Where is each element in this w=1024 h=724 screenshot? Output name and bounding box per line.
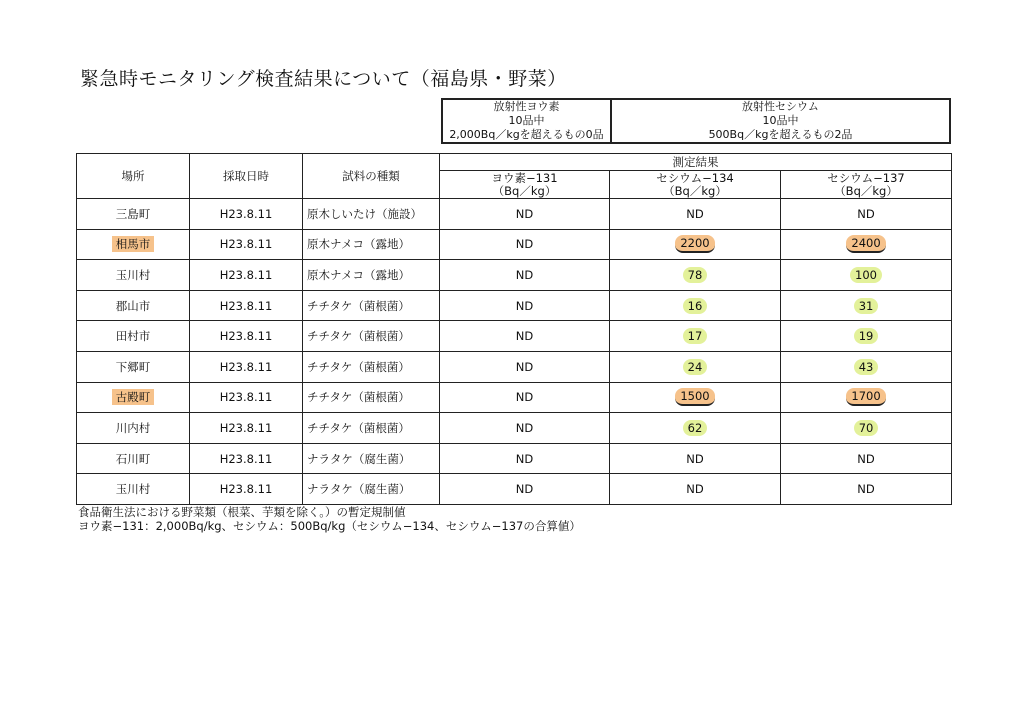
cesium-summary-count: 10品中 [762, 114, 799, 127]
place-name: 田村市 [115, 329, 151, 344]
cs137-value: 1700 [846, 388, 885, 406]
cell-cs137 [781, 260, 952, 291]
cs137-value: 100 [850, 267, 882, 283]
cell-sample: 原木ナメコ（露地） [303, 260, 440, 291]
results-table-body [77, 199, 952, 505]
cell-i131: ND [440, 351, 610, 382]
cell-cs134 [610, 260, 781, 291]
note-line-1: 食品衛生法における野菜類（根菜、芋類を除く。）の暫定規制値 [78, 505, 406, 519]
cell-i131: ND [440, 199, 610, 230]
summary-box [441, 98, 951, 144]
cell-cs134 [610, 474, 781, 505]
cell-cs137 [781, 443, 952, 474]
cell-place [77, 290, 190, 321]
cell-cs137 [781, 413, 952, 444]
cell-i131: ND [440, 260, 610, 291]
cell-sample: チチタケ（菌根菌） [303, 413, 440, 444]
header-results: 測定結果 [440, 154, 952, 171]
cs137-value: 70 [854, 420, 879, 436]
cs134-value: ND [686, 482, 704, 497]
header-date: 採取日時 [190, 154, 303, 199]
cell-cs134 [610, 382, 781, 413]
notes [78, 505, 581, 533]
cell-date: H23.8.11 [190, 290, 303, 321]
cell-i131: ND [440, 413, 610, 444]
cs134-value: 2200 [675, 235, 714, 253]
cs134-value: ND [686, 206, 704, 221]
cell-place [77, 260, 190, 291]
place-name: 相馬市 [112, 236, 155, 252]
page-title: 緊急時モニタリング検査結果について（福島県・野菜） [80, 68, 567, 90]
cell-place [77, 351, 190, 382]
cell-cs134 [610, 321, 781, 352]
cell-i131: ND [440, 321, 610, 352]
header-cs134 [610, 171, 781, 199]
cell-cs137 [781, 351, 952, 382]
header-sample: 試料の種類 [303, 154, 440, 199]
cell-sample: チチタケ（菌根菌） [303, 382, 440, 413]
cell-date: H23.8.11 [190, 474, 303, 505]
cs137-value: 31 [854, 298, 879, 314]
cell-date: H23.8.11 [190, 382, 303, 413]
cell-cs137 [781, 199, 952, 230]
header-i131 [440, 171, 610, 199]
iodine-summary [443, 100, 612, 142]
table-row [77, 413, 952, 444]
cell-cs134 [610, 229, 781, 260]
header-cs137-unit: （Bq／kg） [834, 183, 898, 198]
cell-i131: ND [440, 474, 610, 505]
table-row [77, 260, 952, 291]
table-row [77, 321, 952, 352]
cell-sample: 原木ナメコ（露地） [303, 229, 440, 260]
cell-date: H23.8.11 [190, 321, 303, 352]
cell-sample: ナラタケ（腐生菌） [303, 474, 440, 505]
cs134-value: ND [686, 451, 704, 466]
cs137-value: 2400 [846, 235, 885, 253]
table-row [77, 199, 952, 230]
place-name: 玉川村 [115, 267, 151, 282]
cell-sample: チチタケ（菌根菌） [303, 290, 440, 321]
table-row [77, 474, 952, 505]
place-name: 古殿町 [112, 389, 155, 405]
cs134-value: 17 [683, 328, 708, 344]
iodine-summary-result: 2,000Bq／kgを超えるもの0品 [449, 128, 604, 141]
cell-place [77, 413, 190, 444]
cell-cs134 [610, 413, 781, 444]
table-row [77, 443, 952, 474]
cesium-summary-result: 500Bq／kgを超えるもの2品 [708, 128, 853, 141]
cell-i131: ND [440, 290, 610, 321]
cell-cs137 [781, 321, 952, 352]
header-cs137 [781, 171, 952, 199]
cell-i131: ND [440, 443, 610, 474]
note-line-2: ヨウ素−131：2,000Bq/kg、セシウム：500Bq/kg（セシウム−134、セシウム−137の合算値） [78, 519, 581, 533]
iodine-summary-label: 放射性ヨウ素 [493, 100, 560, 113]
cell-sample: ナラタケ（腐生菌） [303, 443, 440, 474]
place-name: 川内村 [115, 420, 151, 435]
cell-cs134 [610, 351, 781, 382]
cs134-value: 1500 [675, 388, 714, 406]
cell-place [77, 321, 190, 352]
cell-place [77, 199, 190, 230]
cell-sample: 原木しいたけ（施設） [303, 199, 440, 230]
cs137-value: 19 [854, 328, 879, 344]
place-name: 石川町 [115, 451, 151, 466]
cs134-value: 24 [683, 359, 708, 375]
cell-place [77, 474, 190, 505]
cell-cs137 [781, 290, 952, 321]
cell-cs137 [781, 229, 952, 260]
cs137-value: ND [857, 206, 875, 221]
cell-cs134 [610, 290, 781, 321]
cell-date: H23.8.11 [190, 443, 303, 474]
header-place: 場所 [77, 154, 190, 199]
cs137-value: ND [857, 482, 875, 497]
place-name: 玉川村 [115, 482, 151, 497]
table-row [77, 290, 952, 321]
header-cs134-unit: （Bq／kg） [663, 183, 727, 198]
table-row [77, 229, 952, 260]
cell-cs134 [610, 443, 781, 474]
cell-i131: ND [440, 382, 610, 413]
cs137-value: ND [857, 451, 875, 466]
cell-date: H23.8.11 [190, 229, 303, 260]
place-name: 下郷町 [115, 359, 151, 374]
cesium-summary [612, 100, 949, 142]
cell-i131: ND [440, 229, 610, 260]
results-table [76, 153, 952, 505]
cell-place [77, 382, 190, 413]
iodine-summary-count: 10品中 [508, 114, 545, 127]
cell-place [77, 443, 190, 474]
header-cs134-label: セシウム−134 [656, 170, 734, 185]
cell-cs137 [781, 474, 952, 505]
cell-sample: チチタケ（菌根菌） [303, 351, 440, 382]
cs134-value: 78 [683, 267, 708, 283]
table-row [77, 382, 952, 413]
cs134-value: 62 [683, 420, 708, 436]
place-name: 三島町 [115, 206, 151, 221]
header-i131-unit: （Bq／kg） [492, 183, 557, 198]
cs134-value: 16 [683, 298, 708, 314]
cesium-summary-label: 放射性セシウム [742, 100, 819, 113]
cs137-value: 43 [854, 359, 879, 375]
table-row [77, 351, 952, 382]
cell-cs137 [781, 382, 952, 413]
cell-date: H23.8.11 [190, 351, 303, 382]
header-i131-label: ヨウ素−131 [491, 170, 558, 185]
cell-place [77, 229, 190, 260]
cell-date: H23.8.11 [190, 260, 303, 291]
cell-date: H23.8.11 [190, 199, 303, 230]
cell-cs134 [610, 199, 781, 230]
place-name: 郡山市 [115, 298, 151, 313]
header-cs137-label: セシウム−137 [827, 170, 905, 185]
cell-date: H23.8.11 [190, 413, 303, 444]
cell-sample: チチタケ（菌根菌） [303, 321, 440, 352]
